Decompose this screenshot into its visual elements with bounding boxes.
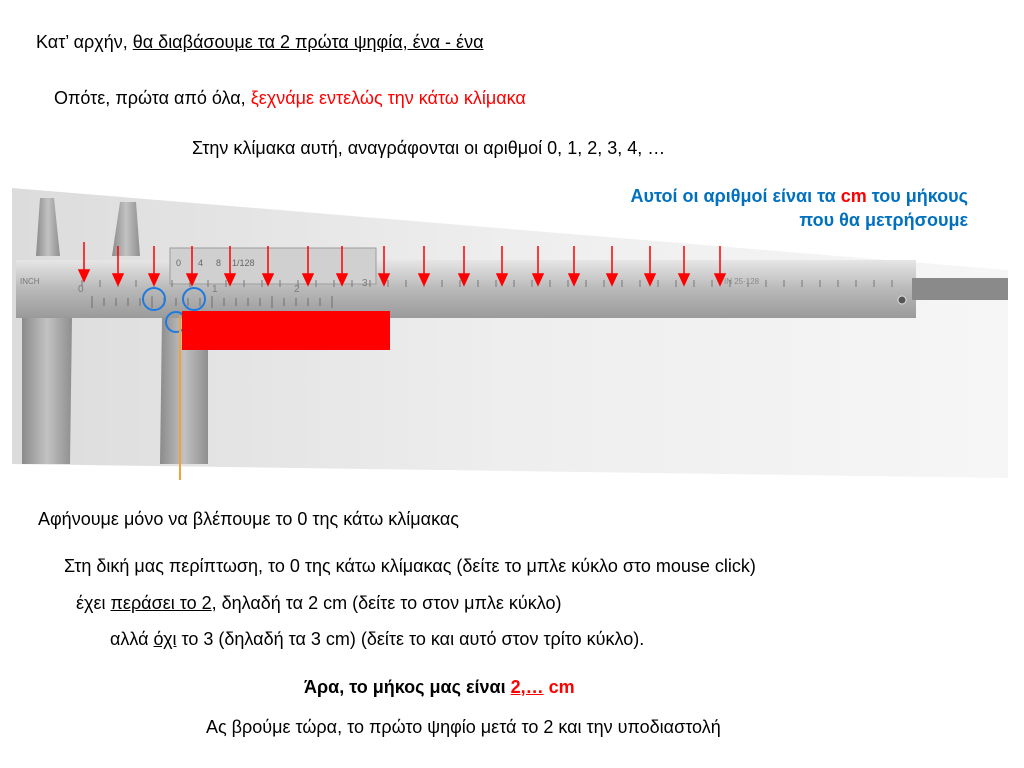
scale-number-2: 2 bbox=[294, 284, 300, 295]
forget-scale-line bbox=[54, 87, 526, 109]
scale-number-3: 3 bbox=[362, 278, 368, 289]
forget-prefix: Οπότε, πρώτα από όλα, bbox=[54, 88, 251, 108]
not-three-prefix: αλλά bbox=[110, 629, 154, 649]
cm-note-part2: του μήκους bbox=[866, 186, 968, 206]
slider-mark-0: 0 bbox=[176, 258, 182, 268]
result-unit: cm bbox=[543, 677, 575, 697]
intro-underlined: θα διαβάσουμε τα 2 πρώτα ψηφία, ένα - ένα bbox=[132, 32, 484, 52]
not-three-line bbox=[110, 628, 644, 650]
beam-tail bbox=[912, 278, 1008, 300]
result-prefix: Άρα, το μήκος μας είναι bbox=[304, 677, 511, 697]
next-digit-line: Ας βρούμε τώρα, το πρώτο ψηφίο μετά το 2 και την υποδιαστολή bbox=[206, 717, 721, 737]
beam-screw bbox=[898, 296, 906, 304]
brand-text-left: INCH bbox=[20, 277, 40, 286]
intro-prefix: Κατ’ αρχήν, bbox=[36, 32, 133, 52]
result-value: 2,… bbox=[510, 677, 544, 697]
cm-note-part1: Αυτοί οι αριθμοί είναι τα bbox=[630, 186, 841, 206]
slider-mark-1: 4 bbox=[198, 258, 204, 268]
scale-numbers-line: Στην κλίμακα αυτή, αναγράφονται οι αριθμοί 0, 1, 2, 3, 4, … bbox=[192, 138, 666, 158]
brand-text-right: IN 25·128 bbox=[724, 277, 760, 286]
forget-highlight: ξεχνάμε εντελώς την κάτω κλίμακα bbox=[250, 88, 526, 108]
result-line bbox=[304, 676, 575, 698]
passed-underlined: περάσει το 2 bbox=[110, 593, 212, 613]
slider-mark-3: 1/128 bbox=[232, 258, 255, 268]
slider-mark-2: 8 bbox=[216, 258, 222, 268]
caliper-photo bbox=[12, 188, 1008, 480]
intro-line bbox=[36, 31, 484, 53]
cm-note-unit: cm bbox=[840, 186, 867, 206]
passed-prefix: έχει bbox=[76, 593, 111, 613]
cm-note-line2: που θα μετρήσουμε bbox=[799, 210, 968, 230]
not-three-suffix: το 3 (δηλαδή τα 3 cm) (δείτε το και αυτό στον τρίτο κύκλο). bbox=[176, 629, 645, 649]
our-case-line: Στη δική μας περίπτωση, το 0 της κάτω κλίμακας (δείτε το μπλε κύκλο στο mouse click) bbox=[64, 556, 756, 576]
lower-jaw-fixed bbox=[22, 318, 72, 464]
not-three-underlined: όχι bbox=[153, 629, 177, 649]
only-zero-line: Αφήνουμε μόνο να βλέπουμε το 0 της κάτω κλίμακας bbox=[38, 509, 459, 529]
scale-number-1: 1 bbox=[212, 284, 218, 295]
passed-two-line bbox=[76, 592, 561, 614]
red-cover-block bbox=[182, 311, 390, 350]
passed-suffix: , δηλαδή τα 2 cm (δείτε το στον μπλε κύκλο) bbox=[211, 593, 562, 613]
scale-number-0: 0 bbox=[78, 284, 84, 295]
